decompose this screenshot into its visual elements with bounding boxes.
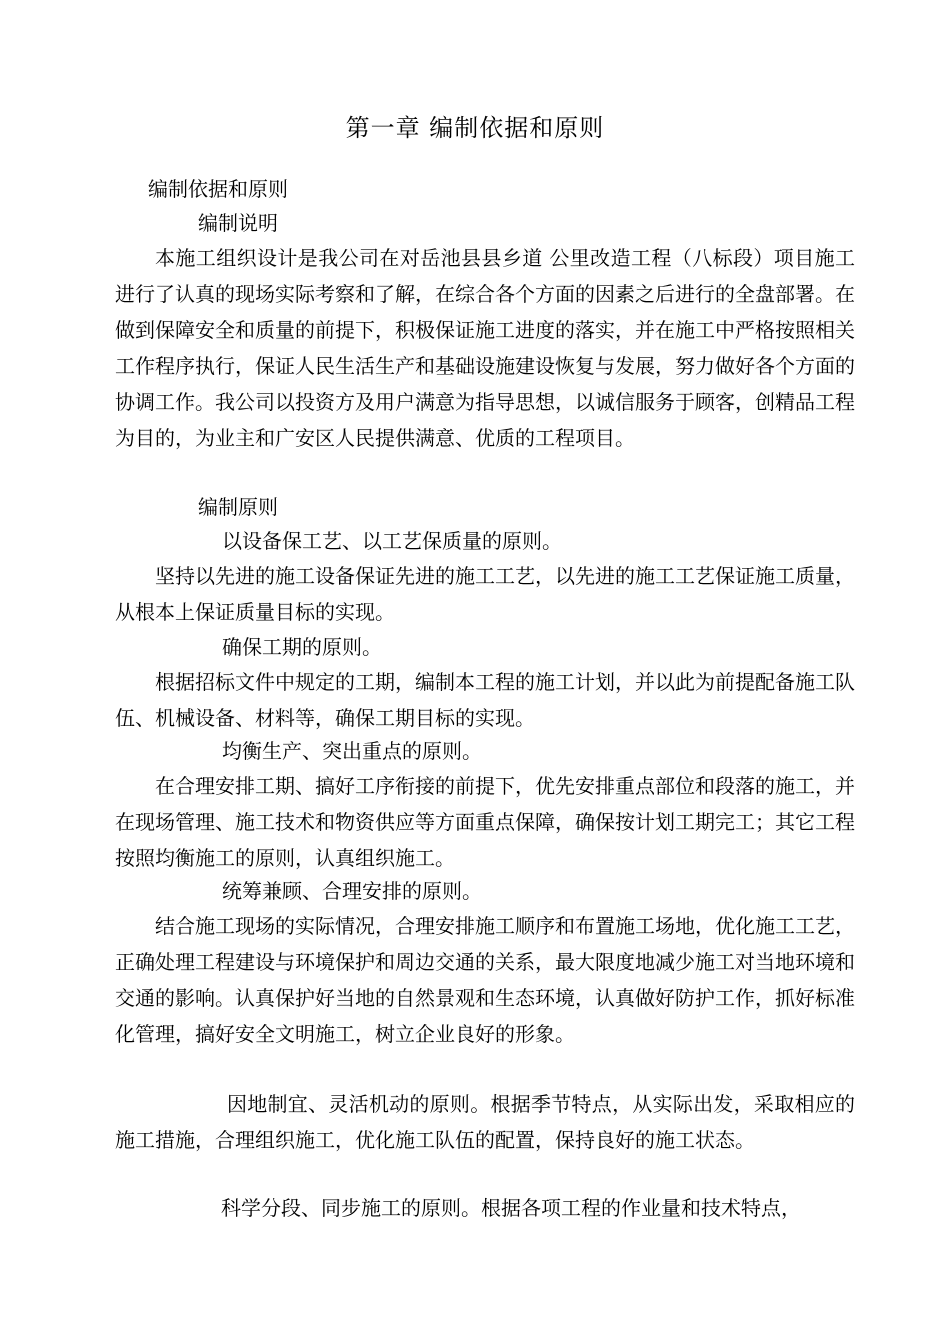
chapter-title: 第一章 编制依据和原则 (345, 114, 605, 142)
principle-4-title: 统筹兼顾、合理安排的原则。 (222, 879, 482, 903)
principle-6-paragraph: 科学分段、同步施工的原则。根据各项工程的作业量和技术特点， (221, 1196, 801, 1220)
principle-2-body: 根据招标文件中规定的工期，编制本工程的施工计划，并以此为前提配备施工队伍、机械设备、材料等，确保工期目标的实现。 (115, 670, 855, 730)
principle-5-paragraph: 因地制宜、灵活机动的原则。根据季节特点，从实际出发，采取相应的施工措施，合理组织施工，优化施工队伍的配置，保持良好的施工状态。 (115, 1092, 855, 1152)
principle-1-body: 坚持以先进的施工设备保证先进的施工工艺，以先进的施工工艺保证施工质量，从根本上保证质量目标的实现。 (115, 564, 855, 624)
paragraph-intro: 本施工组织设计是我公司在对岳池县县乡道 公里改造工程（八标段）项目施工进行了认真的现场实际考察和了解，在综合各个方面的因素之后进行的全盘部署。在做到保障安全和质量的前提下，积极保证施工进度的落实，并在施工中严格按照相关工作程序执行，保证人民生活生产和基础设施建设恢复与发展，努力做好各个方面的协调工作。我公司以投资方及用户满意为指导思想，以诚信服务于顾客，创精品工程为目的，为业主和广安区人民提供满意、优质的工程项目。 (115, 246, 855, 450)
heading-compilation-basis: 编制依据和原则 (148, 177, 288, 201)
principle-3-title: 均衡生产、突出重点的原则。 (222, 739, 482, 763)
heading-compilation-notes: 编制说明 (198, 211, 278, 235)
heading-compilation-principles: 编制原则 (198, 495, 278, 519)
principle-4-body: 结合施工现场的实际情况，合理安排施工顺序和布置施工场地，优化施工工艺，正确处理工程建设与环境保护和周边交通的关系，最大限度地减少施工对当地环境和交通的影响。认真保护好当地的自然景观和生态环境，认真做好防护工作，抓好标准化管理，搞好安全文明施工，树立企业良好的形象。 (115, 914, 855, 1046)
principle-3-body: 在合理安排工期、搞好工序衔接的前提下，优先安排重点部位和段落的施工，并在现场管理、施工技术和物资供应等方面重点保障，确保按计划工期完工；其它工程按照均衡施工的原则，认真组织施工。 (115, 774, 855, 870)
principle-1-title: 以设备保工艺、以工艺保质量的原则。 (222, 529, 562, 553)
principle-2-title: 确保工期的原则。 (222, 635, 382, 659)
